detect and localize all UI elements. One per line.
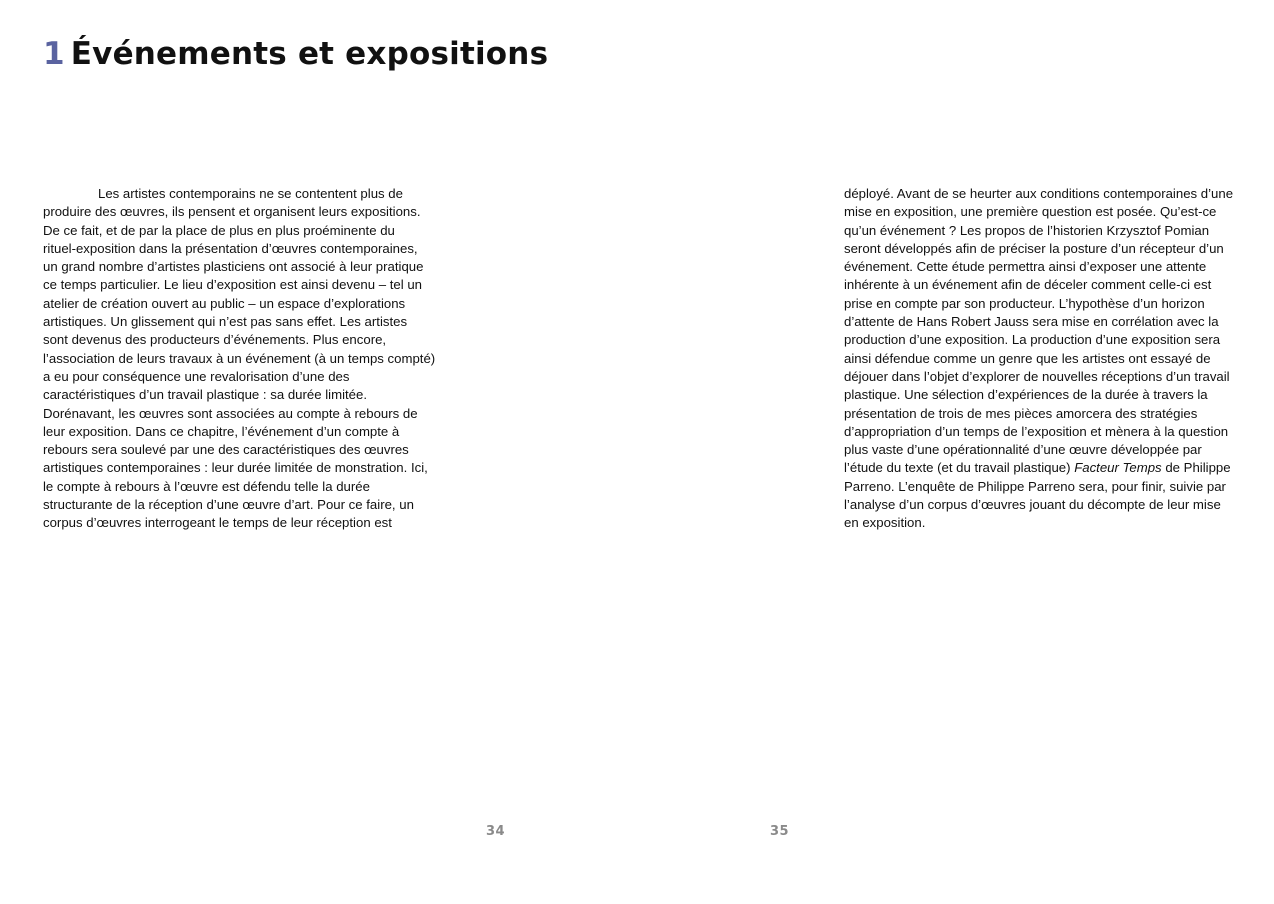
- text-line: Les artistes contemporains ne se contentent plus de: [98, 186, 403, 201]
- text-line: d’attente de Hans Robert Jauss sera mise en corrélation avec la: [844, 314, 1219, 330]
- text-line: prise en compte par son producteur. L’hypothèse d’un horizon: [844, 295, 1205, 311]
- text-line: structurante de la réception d’une œuvre d’art. Pour ce faire, un: [43, 497, 414, 513]
- text-line: déjouer dans l’objet d’explorer de nouvelles réceptions d’un travail: [844, 368, 1230, 384]
- text-line: un grand nombre d’artistes plasticiens ont associé à leur pratique: [43, 259, 424, 275]
- text-line: le compte à rebours à l’œuvre est défendu telle la durée: [43, 478, 370, 494]
- text-line: présentation de trois de mes pièces amorcera des stratégies: [844, 405, 1198, 421]
- text-line: sont devenus des producteurs d’événements. Plus encore,: [43, 332, 387, 348]
- text-line: ainsi défendue comme un genre que les artistes ont essayé de: [844, 350, 1211, 366]
- text-line: produire des œuvres, ils pensent et organisent leurs expositions.: [43, 204, 421, 220]
- text-line: déployé. Avant de se heurter aux conditions contemporaines d’une: [844, 186, 1234, 201]
- page-number-left: 34: [486, 824, 506, 839]
- text-line: artistiques. Un glissement qui n’est pas sans effet. Les artistes: [43, 314, 408, 330]
- text-line: De ce fait, et de par la place de plus en plus proéminente du: [43, 222, 395, 238]
- text-line: l’analyse d’un corpus d’œuvres jouant du décompte de leur mise: [844, 497, 1221, 513]
- work-title: Facteur Temps: [1074, 460, 1162, 476]
- text-line: artistiques contemporaines : leur durée limitée de monstration. Ici,: [43, 460, 428, 476]
- text-fragment: de Philippe: [1161, 460, 1231, 476]
- text-line: inhérente à un événement afin de déceler comment celle-ci est: [844, 277, 1212, 293]
- text-line: seront développés afin de préciser la posture d’un récepteur d’un: [844, 240, 1224, 256]
- text-line: corpus d’œuvres interrogeant le temps de leur réception est: [43, 515, 392, 531]
- left-page-text: [43, 185, 438, 533]
- text-line: Parreno. L’enquête de Philippe Parreno sera, pour finir, suivie par: [844, 478, 1226, 494]
- text-line: ce temps particulier. Le lieu d’exposition est ainsi devenu – tel un: [43, 277, 422, 293]
- text-line: qu’un événement ? Les propos de l’historien Krzysztof Pomian: [844, 222, 1210, 238]
- chapter-heading: [43, 34, 548, 74]
- page-number-right: 35: [770, 824, 790, 839]
- text-line-with-title: [844, 459, 1234, 477]
- text-line: Dorénavant, les œuvres sont associées au compte à rebours de: [43, 405, 418, 421]
- right-page-text: [844, 185, 1234, 533]
- text-line: production d’une exposition. La production d’une exposition sera: [844, 332, 1221, 348]
- text-line: a eu pour conséquence une revalorisation d’une des: [43, 368, 350, 384]
- text-line: événement. Cette étude permettra ainsi d’exposer une attente: [844, 259, 1207, 275]
- text-line: caractéristiques d’un travail plastique : sa durée limitée.: [43, 387, 367, 403]
- text-fragment: l’étude du texte (et du travail plastique): [844, 460, 1075, 476]
- text-line: l’association de leurs travaux à un événement (à un temps compté): [43, 350, 436, 366]
- text-line: atelier de création ouvert au public – un espace d’explorations: [43, 295, 406, 311]
- text-line: plus vaste d’une opérationnalité d’une œuvre développée par: [844, 442, 1202, 458]
- text-line: en exposition.: [844, 515, 926, 531]
- text-line: rituel-exposition dans la présentation d’œuvres contemporaines,: [43, 240, 418, 256]
- text-line: d’appropriation d’un temps de l’exposition et mènera à la question: [844, 423, 1229, 439]
- text-line: rebours sera soulevé par une des caractéristiques des œuvres: [43, 442, 409, 458]
- chapter-number: 1: [43, 36, 65, 72]
- text-line: plastique. Une sélection d’expériences de la durée à travers la: [844, 387, 1208, 403]
- text-line: mise en exposition, une première question est posée. Qu’est-ce: [844, 204, 1217, 220]
- chapter-title: Événements et expositions: [70, 36, 549, 72]
- text-line: leur exposition. Dans ce chapitre, l’événement d’un compte à: [43, 423, 400, 439]
